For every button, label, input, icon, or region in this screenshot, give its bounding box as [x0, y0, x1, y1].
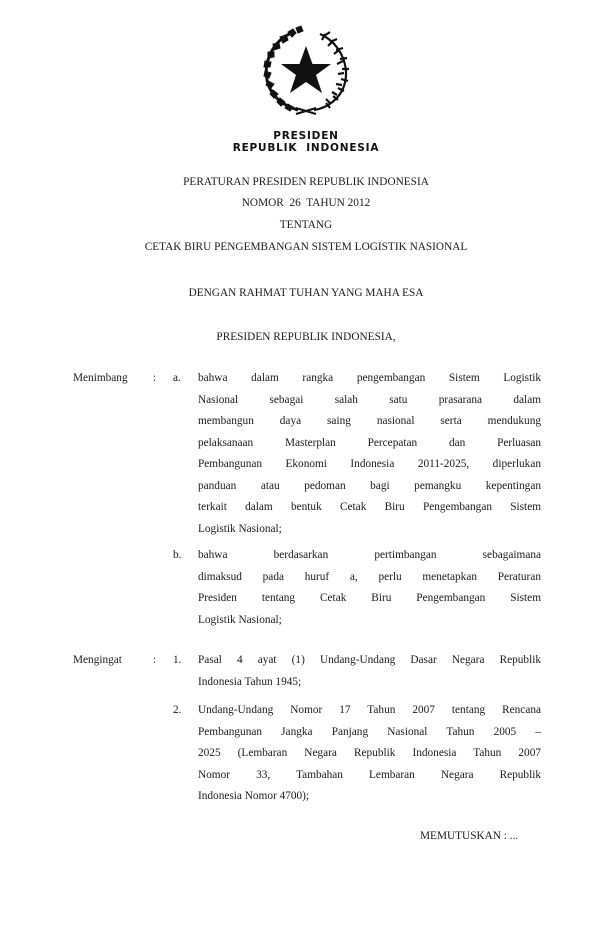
mengingat-colon: :: [153, 654, 157, 666]
mengingat-item-1-text: [198, 650, 541, 693]
authority-line: PRESIDEN REPUBLIK INDONESIA,: [216, 331, 396, 343]
menimbang-item-a-marker: a.: [173, 372, 181, 384]
text-line: dimaksud pada huruf a, perlu menetapkan Peraturan: [198, 570, 541, 583]
text-line: Indonesia Tahun 1945;: [198, 675, 302, 688]
text-line: Pembangunan Jangka Panjang Nasional Tahun 2005 –: [198, 725, 541, 738]
text-line: terkait dalam bentuk Cetak Biru Pengembangan Sistem: [198, 501, 541, 513]
text-line: Logistik Nasional;: [198, 613, 282, 626]
regulation-subject: CETAK BIRU PENGEMBANGAN SISTEM LOGISTIK NASIONAL: [144, 241, 468, 253]
regulation-tentang: TENTANG: [279, 219, 333, 231]
menimbang-colon: :: [153, 372, 157, 384]
text-line: pelaksanaan Masterplan Percepatan dan Perluasan: [198, 436, 541, 449]
regulation-title: PERATURAN PRESIDEN REPUBLIK INDONESIA: [183, 176, 429, 188]
mengingat-item-2-text: [198, 700, 541, 808]
menimbang-item-b-marker: b.: [173, 549, 182, 561]
text-line: Nasional sebagai salah satu prasarana dalam: [198, 393, 541, 406]
text-line: Presiden tentang Cetak Biru Pengembangan Sistem: [198, 592, 541, 604]
mengingat-item-1-marker: 1.: [173, 654, 182, 666]
text-line: Pembangunan Ekonomi Indonesia 2011-2025, diperlukan: [198, 458, 541, 470]
menimbang-item-b-text: [198, 545, 541, 631]
text-line: Nomor 33, Tambahan Lembaran Negara Republik: [198, 768, 541, 781]
text-line: bahwa berdasarkan pertimbangan sebagaimana: [198, 549, 541, 561]
text-line: Pasal 4 ayat (1) Undang-Undang Dasar Negara Republik: [198, 654, 541, 666]
continuation-marker: MEMUTUSKAN : ...: [420, 830, 519, 842]
menimbang-item-a-text: [198, 368, 541, 540]
mengingat-label: Mengingat: [73, 654, 122, 666]
blessing-line: DENGAN RAHMAT TUHAN YANG MAHA ESA: [188, 287, 424, 299]
text-line: membangun daya saing nasional serta mendukung: [198, 415, 541, 427]
text-line: bahwa dalam rangka pengembangan Sistem Logistik: [198, 372, 541, 384]
text-line: Indonesia Nomor 4700);: [198, 790, 310, 802]
menimbang-label: Menimbang: [73, 372, 128, 384]
emblem-caption-republik-indonesia: REPUBLIK INDONESIA: [232, 142, 380, 154]
emblem-caption-presiden: PRESIDEN: [273, 130, 339, 142]
mengingat-item-2-marker: 2.: [173, 704, 182, 716]
text-line: panduan atau pedoman bagi pemangku kepentingan: [198, 479, 541, 492]
text-line: Undang-Undang Nomor 17 Tahun 2007 tentang Rencana: [198, 704, 541, 716]
text-line: 2025 (Lembaran Negara Republik Indonesia Tahun 2007: [198, 747, 541, 759]
presidential-emblem-icon: [258, 24, 354, 116]
regulation-number: NOMOR 26 TAHUN 2012: [241, 197, 371, 209]
text-line: Logistik Nasional;: [198, 522, 282, 535]
